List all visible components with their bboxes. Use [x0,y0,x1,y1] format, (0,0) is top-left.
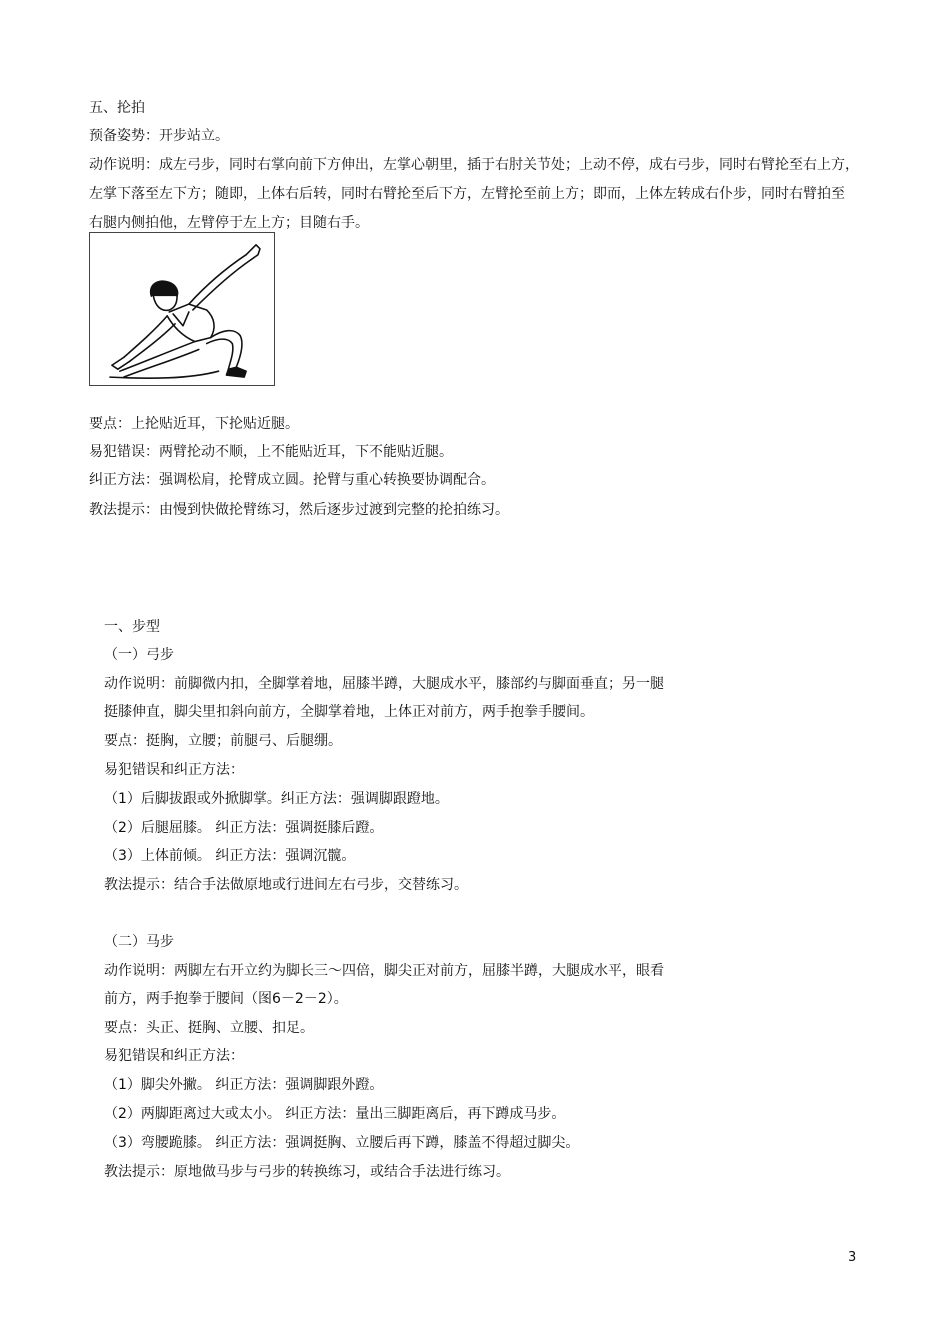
mistakes-title: 易犯错误和纠正方法： [104,762,244,778]
teaching-tip: 教法提示：原地做马步与弓步的转换练习，或结合手法进行练习。 [104,1164,510,1180]
section-title: 一、步型 [104,619,160,635]
action-line-1: 动作说明：前脚微内扣，全脚掌着地，屈膝半蹲，大腿成水平，膝部约与脚面垂直；另一腿 [104,676,664,692]
teaching-tip: 教法提示：由慢到快做抡臂练习，然后逐步过渡到完整的抡拍练习。 [89,502,509,518]
key-points: 要点：头正、挺胸、立腰、扣足。 [104,1020,314,1036]
action-line-2: 左掌下落至左下方；随即，上体右后转，同时右臂抡至后下方，左臂抡至前上方；即而，上体左转成右仆步，同时右臂拍至 [89,186,845,202]
prep-stance: 预备姿势：开步站立。 [89,128,229,144]
martial-artist-illustration [90,233,274,385]
mistake-item-3: （3）上体前倾。 纠正方法：强调沉髋。 [104,848,356,864]
mistake-item-1: （1）后脚拔跟或外掀脚掌。纠正方法：强调脚跟蹬地。 [104,791,449,807]
mistake-item-1: （1）脚尖外撇。 纠正方法：强调脚跟外蹬。 [104,1077,384,1093]
action-line-3: 右腿内侧拍他，左臂停于左上方；目随右手。 [89,215,369,231]
key-points: 要点：上抡贴近耳，下抡贴近腿。 [89,416,299,432]
page-number: 3 [848,1250,857,1265]
key-points: 要点：挺胸，立腰；前腿弓、后腿绷。 [104,733,342,749]
section-title: 五、抡拍 [89,100,145,116]
subsection-title: （一）弓步 [104,647,174,663]
common-mistakes: 易犯错误：两臂抡动不顺，上不能贴近耳，下不能贴近腿。 [89,444,453,460]
action-line-2: 前方，两手抱拳于腰间（图6－2－2）。 [104,991,348,1007]
subsection-title: （二）马步 [104,934,174,950]
teaching-tip: 教法提示：结合手法做原地或行进间左右弓步，交替练习。 [104,877,468,893]
illustration-figure [89,232,275,386]
action-line-1: 动作说明：两脚左右开立约为脚长三～四倍，脚尖正对前方，屈膝半蹲，大腿成水平，眼看 [104,963,664,979]
action-line-1: 动作说明：成左弓步，同时右掌向前下方伸出，左掌心朝里，插于右肘关节处；上动不停，成右弓步，同时右臂抡至右上方， [89,157,859,173]
mistake-item-2: （2）两脚距离过大或太小。 纠正方法：量出三脚距离后，再下蹲成马步。 [104,1106,566,1122]
mistake-item-2: （2）后腿屈膝。 纠正方法：强调挺膝后蹬。 [104,820,384,836]
action-line-2: 挺膝伸直，脚尖里扣斜向前方，全脚掌着地，上体正对前方，两手抱拳手腰间。 [104,704,594,720]
correction-method: 纠正方法：强调松肩，抡臂成立圆。抡臂与重心转换要协调配合。 [89,472,495,488]
mistakes-title: 易犯错误和纠正方法： [104,1048,244,1064]
mistake-item-3: （3）弯腰跪膝。 纠正方法：强调挺胸、立腰后再下蹲，膝盖不得超过脚尖。 [104,1135,580,1151]
